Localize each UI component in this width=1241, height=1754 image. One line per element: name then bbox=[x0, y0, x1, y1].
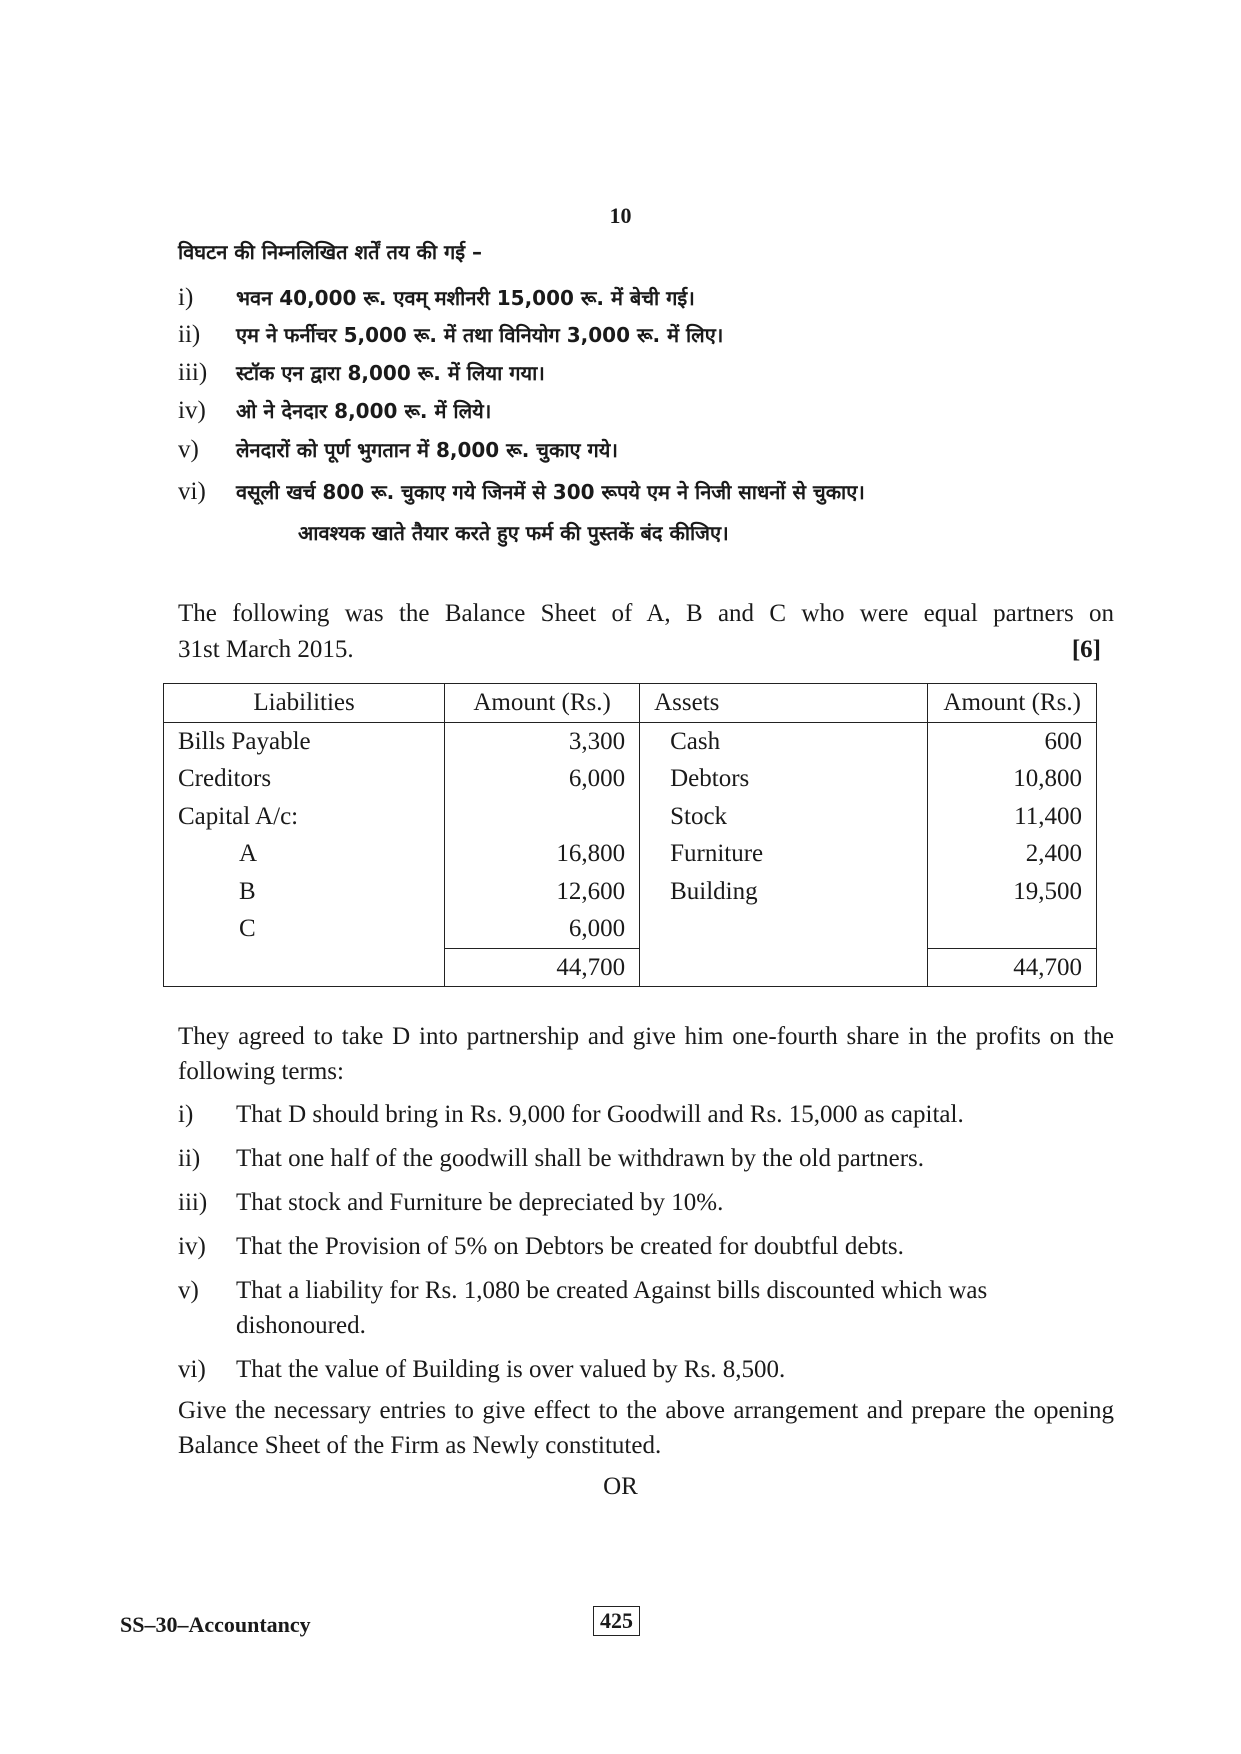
liability-amount: 12,600 bbox=[445, 873, 640, 911]
liability-name: Capital A/c: bbox=[164, 798, 445, 836]
hindi-item bbox=[178, 472, 1058, 512]
question-intro-line-2: 31st March 2015. bbox=[178, 636, 354, 663]
terms-intro: They agreed to take D into partnership and give him one-fourth share in the profits on the following terms: bbox=[178, 1023, 1114, 1085]
term-item-text: That one half of the goodwill shall be withdrawn by the old partners. bbox=[236, 1145, 925, 1172]
table-row bbox=[164, 873, 1097, 911]
asset-name bbox=[640, 910, 928, 948]
hindi-item-number: iii) bbox=[178, 359, 208, 386]
table-row bbox=[164, 760, 1097, 798]
header-assets-amount: Amount (Rs.) bbox=[928, 684, 1097, 723]
hindi-item-text: वसूली खर्च 800 रू. चुकाए गये जिनमें से 300 रूपये एम ने निजी साधनों से चुकाए। bbox=[236, 480, 865, 504]
total-liabilities: 44,700 bbox=[445, 948, 640, 987]
term-item-number: i) bbox=[178, 1101, 194, 1128]
table-total-row bbox=[164, 948, 1097, 987]
asset-amount bbox=[928, 910, 1097, 948]
balance-sheet-table bbox=[163, 683, 1097, 987]
asset-amount: 19,500 bbox=[928, 873, 1097, 911]
term-item-text: That stock and Furniture be depreciated by 10%. bbox=[236, 1189, 724, 1216]
term-item-text: That D should bring in Rs. 9,000 for Goodwill and Rs. 15,000 as capital. bbox=[236, 1101, 964, 1128]
hindi-item-number: vi) bbox=[178, 478, 206, 505]
term-item-number: v) bbox=[178, 1277, 199, 1304]
asset-amount: 2,400 bbox=[928, 835, 1097, 873]
hindi-item bbox=[178, 430, 1058, 470]
terms-closing: Give the necessary entries to give effect to the above arrangement and prepare the opening Balance Sheet of the Firm as Newly constituted. bbox=[178, 1397, 1114, 1459]
liability-name: A bbox=[164, 835, 445, 873]
header-liabilities-amount: Amount (Rs.) bbox=[445, 684, 640, 723]
hindi-item bbox=[178, 278, 1058, 318]
table-row bbox=[164, 722, 1097, 760]
liability-amount bbox=[445, 798, 640, 836]
liability-name: Bills Payable bbox=[164, 722, 445, 760]
liability-name: B bbox=[164, 873, 445, 911]
hindi-item-number: i) bbox=[178, 284, 194, 311]
hindi-item bbox=[178, 315, 1058, 355]
liability-amount: 6,000 bbox=[445, 760, 640, 798]
table-row bbox=[164, 835, 1097, 873]
liability-name: Creditors bbox=[164, 760, 445, 798]
term-item-text: That the value of Building is over valued by Rs. 8,500. bbox=[236, 1356, 786, 1383]
liability-name: C bbox=[164, 910, 445, 948]
hindi-item-number: v) bbox=[178, 436, 199, 463]
table-row bbox=[164, 798, 1097, 836]
asset-amount: 600 bbox=[928, 722, 1097, 760]
hindi-item-text: एम ने फर्नीचर 5,000 रू. में तथा विनियोग 3,000 रू. में लिए। bbox=[236, 323, 724, 347]
hindi-closing-instruction: आवश्यक खाते तैयार करते हुए फर्म की पुस्तकें बंद कीजिए। bbox=[298, 521, 729, 545]
header-liabilities: Liabilities bbox=[164, 684, 445, 723]
header-assets: Assets bbox=[640, 684, 928, 723]
hindi-item-text: लेनदारों को पूर्ण भुगतान में 8,000 रू. चुकाए गये। bbox=[236, 438, 618, 462]
question-intro-line-1: The following was the Balance Sheet of A, B and C who were equal partners on bbox=[178, 600, 1114, 627]
marks-label: [6] bbox=[1071, 636, 1101, 663]
term-item-number: vi) bbox=[178, 1356, 206, 1383]
total-assets: 44,700 bbox=[928, 948, 1097, 987]
hindi-intro: विघटन की निम्नलिखित शर्तें तय की गई – bbox=[178, 240, 483, 264]
asset-name: Debtors bbox=[640, 760, 928, 798]
asset-amount: 10,800 bbox=[928, 760, 1097, 798]
hindi-item-text: स्टॉक एन द्वारा 8,000 रू. में लिया गया। bbox=[236, 361, 545, 385]
term-item-text: That the Provision of 5% on Debtors be created for doubtful debts. bbox=[236, 1233, 904, 1260]
liability-amount: 3,300 bbox=[445, 722, 640, 760]
term-item-number: iii) bbox=[178, 1189, 208, 1216]
asset-amount: 11,400 bbox=[928, 798, 1097, 836]
hindi-item-text: ओ ने देनदार 8,000 रू. में लिये। bbox=[236, 399, 492, 423]
term-item-number: iv) bbox=[178, 1233, 206, 1260]
table-header-row bbox=[164, 684, 1097, 723]
hindi-item-number: iv) bbox=[178, 397, 206, 424]
footer-page-number: 425 bbox=[593, 1606, 640, 1636]
asset-name: Cash bbox=[640, 722, 928, 760]
asset-name: Building bbox=[640, 873, 928, 911]
term-item-number: ii) bbox=[178, 1145, 201, 1172]
liability-amount: 16,800 bbox=[445, 835, 640, 873]
question-intro bbox=[178, 596, 1114, 668]
hindi-item-text: भवन 40,000 रू. एवम् मशीनरी 15,000 रू. में बेची गई। bbox=[236, 286, 695, 310]
asset-name: Stock bbox=[640, 798, 928, 836]
page-number: 10 bbox=[609, 203, 632, 228]
hindi-item bbox=[178, 353, 1058, 393]
or-separator: OR bbox=[603, 1473, 638, 1500]
hindi-item bbox=[178, 391, 1058, 431]
liability-amount: 6,000 bbox=[445, 910, 640, 948]
asset-name: Furniture bbox=[640, 835, 928, 873]
table-row bbox=[164, 910, 1097, 948]
footer-subject: SS–30–Accountancy bbox=[120, 1612, 311, 1637]
term-item-text: That a liability for Rs. 1,080 be created Against bills discounted which was dishonoured. bbox=[236, 1277, 988, 1339]
hindi-item-number: ii) bbox=[178, 321, 201, 348]
